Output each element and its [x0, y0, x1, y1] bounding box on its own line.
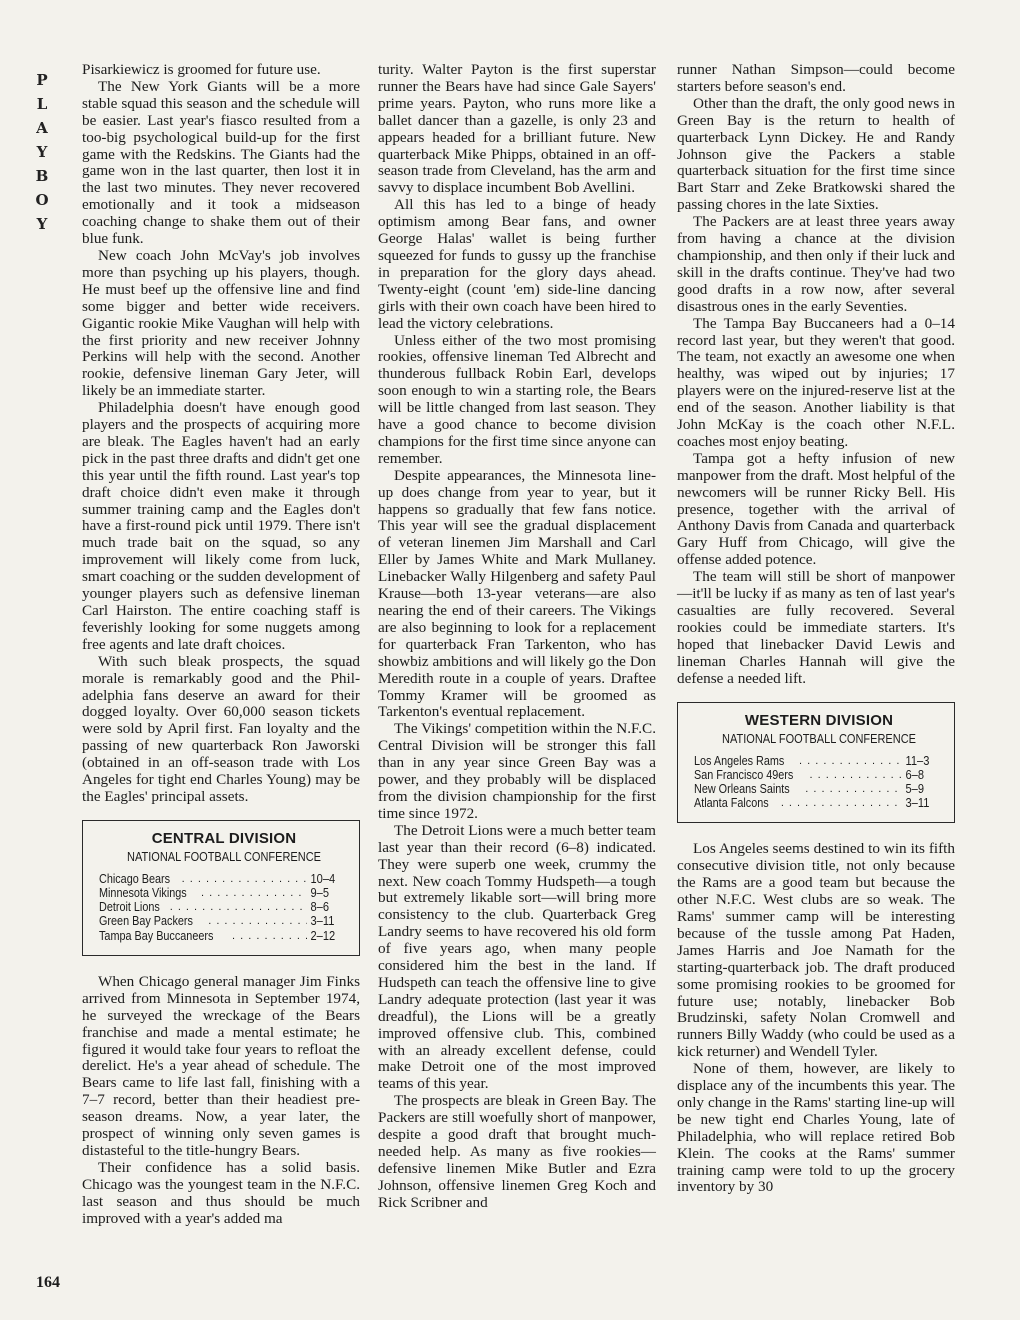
paragraph: Philadelphia doesn't have enough good players and the prospects of acquiring more are bleak. The Eagles haven't had an early pick in the past three drafts and didn't get one this year until the fifth round. Last year's top draft choice didn't even make it through summer training camp and the Eagles don't have a first-round pick until 1979. There isn't much trade bait on the squad, so any improvement will likely come from luck, smart coaching or the sudden development of younger players such as defensive lineman Carl Hairston. The entire coaching staff is feverishly looking for some nuggets among free agents and late draft choices. — [82, 399, 360, 653]
masthead-letter: A — [36, 119, 48, 137]
article-column-2 — [378, 62, 656, 1212]
paragraph: New coach John McVay's job involves more than psyching up his players, though. He must beef up the offensive line and find some bigger and better wide receivers. Gigantic rookie Mike Vaughan will help with the first priority and new receiver Johnny Perkins will help with the second. Another rookie, defensive lineman Gary Jeter, will likely be an immediate starter. — [82, 246, 360, 400]
paragraph: The Packers are at least three years away from having a chance at the division championship, and then only if their luck and skill in the drafts continue. They've had two good drafts in a row now, after several disastrous ones in the early Seventies. — [677, 213, 955, 315]
paragraph: Tampa got a hefty infusion of new manpower from the draft. Most helpful of the newcomers will be runner Ricky Bell. His presence, together with the arrival of Anthony Davis from Canada and quarterback Gary Huff from Chicago, will give the offense added potence. — [677, 449, 955, 569]
western-division-standings — [677, 702, 955, 824]
article-column-3 — [677, 62, 955, 1196]
standings-row — [99, 872, 349, 886]
masthead-letter: P — [36, 71, 48, 89]
masthead-letter: B — [35, 167, 49, 185]
article-column-1 — [82, 62, 360, 1227]
masthead-letter: O — [35, 191, 49, 209]
team-record: 5–9 — [905, 781, 925, 796]
team-name: Minnesota Vikings — [99, 886, 187, 901]
paragraph: Los Angeles seems destined to win its fifth consecutive division title, not only because the Rams are a good team but because the other N.F.C. West clubs are so weak. The Rams' summer camp will be interesting because of the tussle among Pat Haden, James Harris and Joe Namath for the starting-quarterback job. The draft produced some promising rookies to be groomed for future use; notably, linebacker Bob Brudzinski, safety Nolan Cromwell and runners Billy Waddy (who could be used as a kick returner) and Wendell Tyler. — [677, 840, 955, 1061]
paragraph: When Chicago general manager Jim Finks arrived from Minnesota in September 1974, he surveyed the wreckage of the Bears franchise and made a mental estimate; he figured it would take four years to refloat the derelict. He's a year ahead of schedule. The Bears came to life last fall, finishing with a 7–7 record, better than their headiest pre-season dreams. Now, a year later, the prospect of winning only seven games is distasteful to the title-hungry Bears. — [82, 972, 360, 1159]
standings-row — [99, 914, 349, 928]
standings-row — [694, 782, 944, 796]
standings-row — [99, 929, 349, 943]
masthead-letter: Y — [36, 143, 48, 161]
paragraph: Pisarkiewicz is groomed for future use. — [82, 61, 321, 78]
paragraph: Despite appearances, the Minnesota line-up does change from year to year, but it happens so gradually that few fans notice. This year will see the gradual displacement of veteran linemen Jim Marshall and Carl Eller by James White and Mark Mullaney. Linebacker Wally Hilgenberg and safety Paul Krause—both 13-year veterans—are also nearing the end of their careers. The Vikings are also beginning to look for a replacement for quarterback Fran Tarkenton, who has showbiz ambitions and will likely go the Don Meredith route in a couple of years. Draftee Tommy Kramer will be groomed as Tarkenton's eventual replacement. — [378, 466, 656, 721]
paragraph: The Vikings' competition within the N.F.C. Central Division will be stronger this fall than in any year since Green Bay was a power, and they probably will be displaced from the division championship for the first time since 1972. — [378, 720, 656, 822]
team-record: 3–11 — [905, 796, 930, 811]
paragraph: The prospects are bleak in Green Bay. The Packers are still woefully short of manpower, despite a good draft that brought much-needed help. As many as five rookies—defensive linemen Mike Butler and Ezra Johnson, offensive linemen Greg Koch and Rick Scribner and — [378, 1092, 656, 1211]
standings-title: CENTRAL DIVISION — [151, 829, 297, 847]
standings-row — [694, 768, 944, 782]
page-number: 164 — [36, 1274, 60, 1291]
paragraph: The New York Giants will be a more stable squad this season and the schedule will be easier. Last year's fiasco resulted from a too-big psychological build-up for the first game with the Redskins. The Giants had the game won in the last quarter, then lost it in the last two minutes. They never recovered emotionally and it took a midseason coaching change to shake them out of their blue funk. — [82, 77, 360, 248]
standings-row — [694, 796, 944, 810]
team-name: Detroit Lions — [99, 900, 160, 915]
standings-subtitle: NATIONAL FOOTBALL CONFERENCE — [127, 849, 321, 864]
paragraph: The team will still be short of manpower—it'll be lucky if as many as ten of last year's casualties are fully recovered. Several rookies could be immediate starters. It's hoped that linebacker David Lewis and lineman Charles Hannah will give the defense a needed lift. — [677, 568, 955, 687]
team-name: Los Angeles Rams — [694, 753, 785, 768]
paragraph: turity. Walter Payton is the first superstar runner the Bears have had since Gale Sayers' prime years. Payton, who runs more like a ballet dancer than a gazelle, is only 23 and appears headed for a brilliant future. New quarterback Mike Phipps, obtained in an off-season trade from Cleveland, has the arm and savvy to displace incumbent Bob Avellini. — [378, 61, 656, 197]
team-name: Green Bay Packers — [99, 914, 193, 929]
standings-title: WESTERN DIVISION — [744, 711, 894, 729]
standings-row — [99, 900, 349, 914]
paragraph: Other than the draft, the only good news in Green Bay is the return to health of quarterback Lynn Dickey. He and Randy Johnson give the Packers a stable quarterback situation for the first time since Bart Starr and Zeke Bratkowski shared the passing chores in the late Sixties. — [677, 94, 955, 214]
masthead-letter: L — [36, 95, 48, 113]
team-record: 8–6 — [310, 900, 330, 915]
team-record: 11–3 — [905, 753, 930, 768]
team-record: 3–11 — [310, 914, 335, 929]
paragraph: The Detroit Lions were a much better team last year than their record (6–8) indicated. They were superb one week, crummy the next. New coach Tommy Hudspeth—a tough but extremely likable sort—will bring more consistency to the club. Quarterback Greg Landry seems to have recovered his old form of five years ago, when many people considered him the best in the land. If Hudspeth can teach the offensive line to give Landry adequate protection (last year it was dreadful), the Lions will be a greatly improved offensive club. This, combined with an already excellent defense, could make Detroit one of the most improved teams of this year. — [378, 821, 656, 1093]
magazine-masthead — [30, 68, 54, 236]
team-name: Chicago Bears — [99, 871, 171, 886]
team-name: Atlanta Falcons — [694, 796, 769, 811]
paragraph: Their confidence has a solid basis. Chicago was the youngest team in the N.F.C. last season and thus should be much improved with a year's added ma — [82, 1158, 360, 1227]
standings-subtitle: NATIONAL FOOTBALL CONFERENCE — [722, 731, 916, 746]
team-record: 2–12 — [310, 928, 336, 943]
paragraph: Unless either of the two most promising rookies, offensive lineman Ted Albrecht and thunderous fullback Robin Earl, develops soon enough to win a starting role, the Bears will be little changed from last season. They have a good chance to become division champions for the first time since anyone can remember. — [378, 331, 656, 467]
paragraph: All this has led to a binge of heady optimism among Bear fans, and owner George Halas' wallet is being further squeezed for funds to gussy up the franchise in preparation for the glory days ahead. Twenty-eight (count 'em) side-line dancing girls with their own coach have been hired to lead the victory celebrations. — [378, 196, 656, 332]
team-record: 6–8 — [905, 767, 925, 782]
standings-row — [694, 754, 944, 768]
team-record: 9–5 — [310, 886, 330, 901]
team-name: Tampa Bay Buccaneers — [99, 928, 214, 943]
paragraph: None of them, however, are likely to displace any of the incumbents this year. The only change in the Rams' starting line-up will be new tight end Charles Young, late of Philadelphia, who will replace retired Bob Klein. The cooks at the Rams' summer training camp were told to up the grocery inventory by 30 — [677, 1060, 955, 1196]
central-division-standings — [82, 820, 360, 956]
standings-row — [99, 886, 349, 900]
team-name: San Francisco 49ers — [694, 767, 794, 782]
paragraph: With such bleak prospects, the squad morale is remarkably good and the Philadelphia fans deserve an award for their dogged loyalty. Over 60,000 season tickets were sold by April first. Fan loyalty and the passing of new quarterback Ron Jaworski (obtained in an off-season trade with Los Angeles for tight end Charles Young) may be the Eagles' principal assets. — [82, 652, 360, 805]
team-name: New Orleans Saints — [694, 781, 790, 796]
masthead-letter: Y — [36, 215, 48, 233]
paragraph: The Tampa Bay Buccaneers had a 0–14 record last year, but they weren't that good. The team, not exactly an awesome one when healthy, was wiped out by injuries; 17 players were on the injured-reserve list at the end of the season. Another liability is that John McKay is the coach other N.F.L. coaches most enjoy beating. — [677, 314, 955, 450]
paragraph: runner Nathan Simpson—could become starters before season's end. — [677, 61, 955, 95]
team-record: 10–4 — [310, 871, 336, 886]
